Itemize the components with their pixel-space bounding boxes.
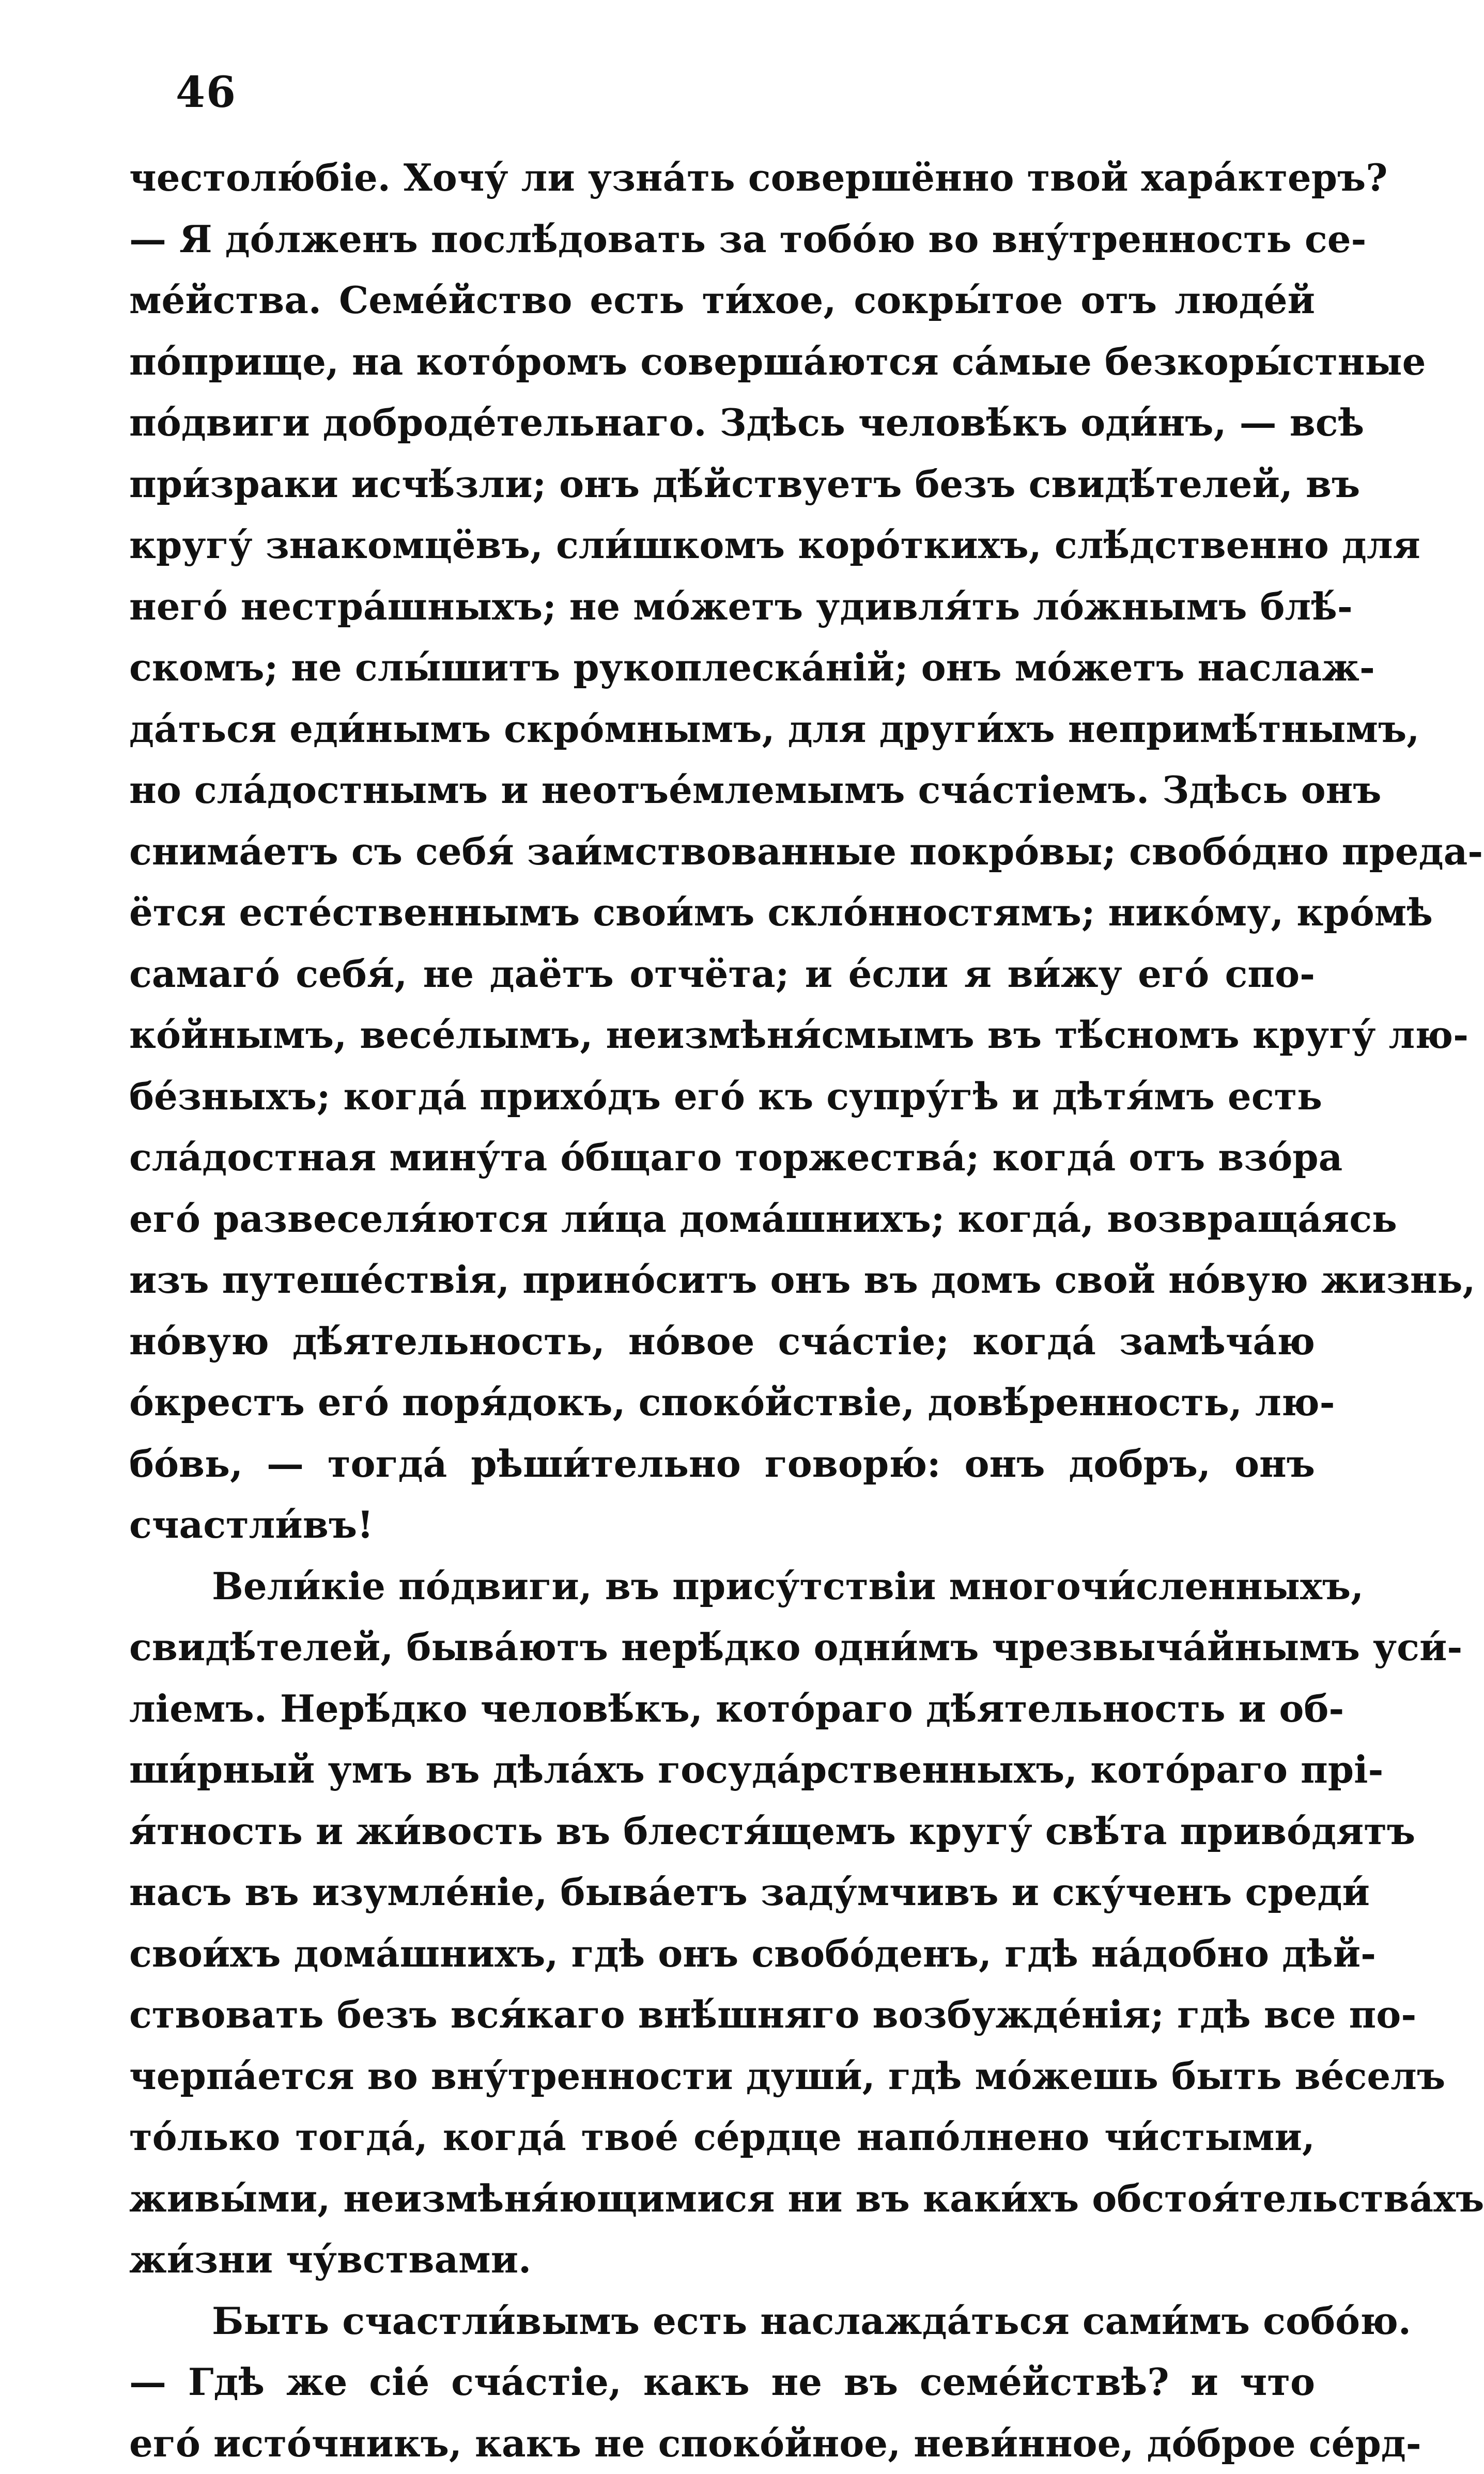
text-line: насъ въ изумле́ніе, быва́етъ заду́мчивъ и ску́ченъ среди́ (129, 1862, 1315, 1923)
text-line: да́ться еди́нымъ скро́мнымъ, для други́хъ непримѣ́тнымъ, (129, 699, 1315, 760)
text-line: живы́ми, неизмѣня́ющимися ни въ каки́хъ обстоя́тельства́хъ (129, 2168, 1315, 2230)
text-line: бо́вь, — тогда́ рѣши́тельно говорю́: онъ добръ, онъ (129, 1433, 1315, 1495)
text-line: — Я до́лженъ послѣ́довать за тобо́ю во вну́тренность се- (129, 209, 1315, 270)
text-line: ётся естéственнымъ свои́мъ скло́нностямъ; нико́му, кро́мѣ (129, 882, 1315, 944)
page-number: 46 (176, 71, 237, 114)
text-line: но́вую дѣ́ятельность, но́вое сча́стіе; когда́ замѣча́ю (129, 1311, 1315, 1372)
text-line: свидѣ́телей, быва́ютъ нерѣ́дко одни́мъ чрезвыча́йнымъ уси́- (129, 1617, 1315, 1678)
text-line: черпа́ется во вну́тренности души́, гдѣ мо́жешь быть ве́селъ (129, 2046, 1315, 2107)
text-line: сла́достная мину́та о́бщаго торжества́; когда́ отъ взо́ра (129, 1127, 1315, 1188)
text-line: ліемъ. Нерѣ́дко человѣ́къ, кото́раго дѣ́ятельность и об- (129, 1678, 1315, 1740)
text-line: — Гдѣ же сіе́ сча́стіе, какъ не въ семе́йствѣ? и что (129, 2352, 1315, 2413)
text-line: честолю́біе. Хочу́ ли узна́ть совершённо твой хара́ктеръ? (129, 147, 1315, 209)
text-line: Вели́кіе по́двиги, въ прису́тствіи многочи́сленныхъ, (129, 1556, 1315, 1617)
text-line: снима́етъ съ себя́ заи́мствованные покро́вы; свобо́дно преда- (129, 821, 1315, 883)
text-line: изъ путеше́ствія, прино́ситъ онъ въ домъ свой но́вую жизнь, (129, 1249, 1315, 1311)
text-line: него́ нестра́шныхъ; не мо́жетъ удивля́ть ло́жнымъ блѣ́- (129, 576, 1315, 638)
paragraph (129, 147, 1315, 1556)
body-text (129, 147, 1315, 2474)
text-line: самаго́ себя́, не даётъ отчёта; и е́сли я ви́жу его́ спо- (129, 944, 1315, 1005)
paragraph (129, 2291, 1315, 2474)
text-line: то́лько тогда́, когда́ твое́ се́рдце напо́лнено чи́стыми, (129, 2107, 1315, 2168)
paragraph (129, 1556, 1315, 2291)
text-line: по́прище, на кото́ромъ соверша́ются са́мые безкоры́стные (129, 331, 1315, 393)
text-line: ши́рный умъ въ дѣла́хъ госуда́рственныхъ, кото́раго прі- (129, 1739, 1315, 1801)
text-line: ствовать безъ вся́каго внѣ́шняго возбужде́нія; гдѣ все по- (129, 1984, 1315, 2046)
text-line: свои́хъ дома́шнихъ, гдѣ онъ свобо́денъ, гдѣ на́добно дѣй- (129, 1923, 1315, 1985)
text-line: о́крестъ его́ поря́докъ, споко́йствіе, довѣ́ренность, лю- (129, 1372, 1315, 1433)
text-line: но сла́достнымъ и неотъе́млемымъ сча́стіемъ. Здѣсь онъ (129, 760, 1315, 821)
text-line: ме́йства. Семе́йство есть ти́хое, сокры́тое отъ люде́й (129, 270, 1315, 331)
text-line: кругу́ знакомцёвъ, сли́шкомъ коро́ткихъ, слѣ́дственно для (129, 515, 1315, 576)
text-line: скомъ; не слы́шитъ рукоплеска́ній; онъ мо́жетъ наслаж- (129, 637, 1315, 699)
text-line: его́ исто́чникъ, какъ не споко́йное, неви́нное, до́брое се́рд- (129, 2413, 1315, 2474)
text-line: счастли́въ! (129, 1494, 1315, 1556)
text-line: Быть счастли́вымъ есть наслажда́ться сами́мъ собо́ю. (129, 2291, 1315, 2352)
text-line: жи́зни чу́вствами. (129, 2229, 1315, 2291)
text-line: по́двиги доброде́тельнаго. Здѣсь человѣ́къ оди́нъ, — всѣ (129, 392, 1315, 454)
text-line: его́ развеселя́ются ли́ца дома́шнихъ; когда́, возвраща́ясь (129, 1188, 1315, 1250)
text-line: ко́йнымъ, весе́лымъ, неизмѣня́смымъ въ тѣ́сномъ кругу́ лю- (129, 1004, 1315, 1066)
text-line: бе́зныхъ; когда́ прихо́дъ его́ къ супру́гѣ и дѣтя́мъ есть (129, 1066, 1315, 1127)
text-line: при́зраки исчѣ́зли; онъ дѣ́йствуетъ безъ свидѣ́телей, въ (129, 454, 1315, 515)
text-line: я́тность и жи́вость въ блестя́щемъ кругу́ свѣ́та приво́дятъ (129, 1801, 1315, 1862)
